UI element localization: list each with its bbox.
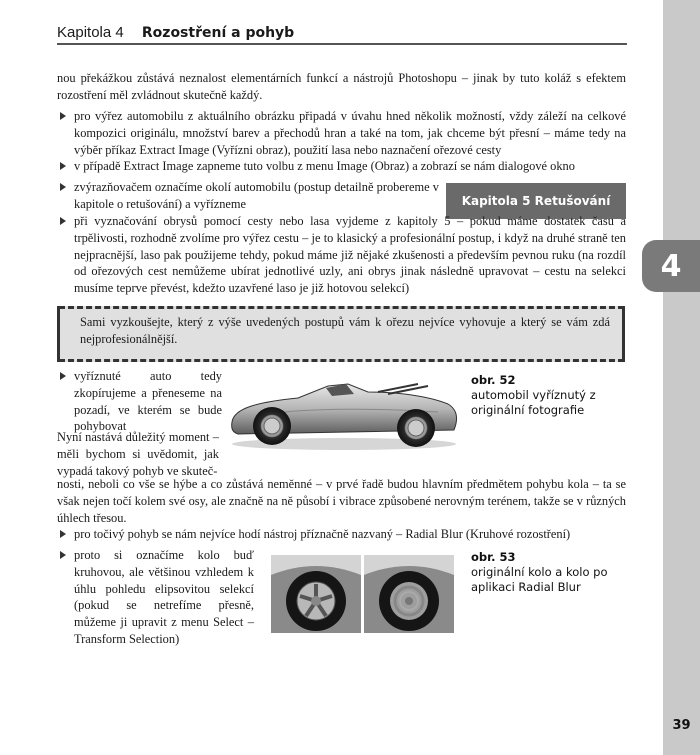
crossref-chapter5: Kapitola 5 Retušování [446,183,626,219]
header-chapter: Kapitola 4 [57,24,124,41]
page-number: 39 [672,718,691,733]
figure-52-caption [471,373,621,418]
bullet-radial-blur: pro točivý pohyb se nám nejvíce hodí nástroj příznačně nazvaný – Radial Blur (Kruhové rozostření) [74,526,626,543]
header-title: Rozostření a pohyb [141,25,295,41]
figure-53-caption [471,550,621,595]
bullet-extract-image: v případě Extract Image zapneme tuto volbu z menu Image (Obraz) a zobrazí se nám dialogové okno [74,158,626,175]
page-edge-bar [663,0,700,755]
running-header [57,24,627,44]
bullet-copy-car: vyříznuté auto tedy zkopírujeme a přeneseme na pozadí, ve kterém se bude pohybovat [74,369,222,434]
tip-text: Sami vyzkoušejte, který z výše uvedených postupů vám k ořezu nejvíce vyhovuje a který se vám zdá nejprofesionálnější. [80,315,610,346]
figure-52-number: obr. 52 [471,373,516,387]
header-rule [57,43,627,45]
figure-53-number: obr. 53 [471,550,516,564]
wheel-blurred-image [364,555,454,633]
paragraph-moment-rest: nosti, neboli co vše se hýbe a co zůstává neměnné – v prvé řadě budou hlavním předmětem pohybu kola – ta se však nejen točí kolem své osy, ale značně na ně působí i vibrace způsobené nerovným terénem, takže se v různých úhlech třesou. [57,477,626,525]
bullet-cutout-options: pro výřez automobilu z aktuálního obrázku připadá v úvahu hned několik možností, vždy záleží na celkové kompozici originálu, množství barev a přechodů hran a také na tom, jak chceme být přesní – máme tedy na výběr příkaz Extract Image (Vyřízni obraz), použití lasa nebo naznačení ořezové cesty [74,109,626,157]
figure-53-text: originální kolo a kolo po aplikaci Radial Blur [471,565,608,594]
paragraph-moment-start: Nyní nastává důležitý moment – měli bychom si uvědomit, jak vypadá takový pohyb ve skuteč- [57,430,219,478]
tip-box-left-edge [57,306,60,362]
wheel-original-image [271,555,361,633]
bullet-select-wheel: proto si označíme kolo buď kruhovou, ale většinou vzhledem k úhlu pohledu elipsovitou selekcí (pokud se netrefíme přesně, můžeme ji upravit z menu Select – Transform Selection) [74,548,254,646]
bullet-path-lasso: při vyznačování obrysů pomocí cesty nebo lasa vyjdeme z kapitoly 5 – pokud máme dostatek času a trpělivosti, rozhodně zvolíme pro výřez cestu – je to klasický a profesionální postup, i když na druhé straně ten nejpracnější, laso pak použijeme tehdy, pokud máme již nějaké zkušenosti a především pevnou ruku (na rozdíl od ořezových cest nemůžeme ubírat jednotlivé uzly, ani obrys jinak následně upravovat – cestu na selekci musíme teprve převést, kdežto uzavřené laso je již hotovou selekcí) [74,214,626,296]
paragraph-intro: nou překážkou zůstává neznalost elementárních funkcí a nástrojů Photoshopu – jinak by tuto koláž s efektem rozostření měl zvládnout skutečně každý. [57,71,626,102]
bullet-highlighter: zvýrazňovačem označíme okolí automobilu (postup detailně probereme v kapitole o retušování) a vyřízneme [74,180,439,211]
car-image [228,378,460,452]
figure-52-text: automobil vyříznutý z originální fotografie [471,388,596,417]
tip-box-right-edge [622,306,625,362]
chapter-tab: 4 [642,240,700,292]
